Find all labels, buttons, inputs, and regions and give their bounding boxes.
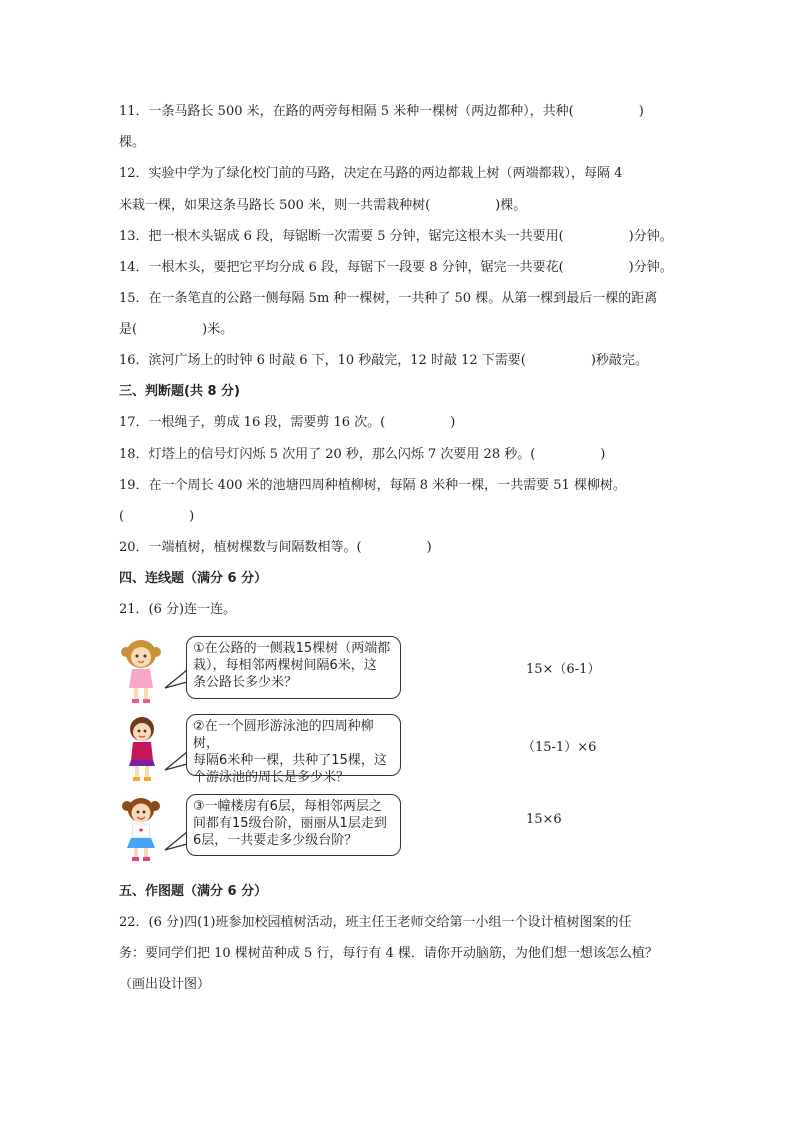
q12-line1: 12．实验中学为了绿化校门前的马路，决定在马路的两边都栽上树（两端都栽），每隔 4 <box>119 166 623 181</box>
bubble-3-line2: 间都有15级台阶，丽丽从1层走到 <box>193 816 387 831</box>
q11-line2: 棵。 <box>119 135 146 150</box>
q19-line2: ( ) <box>119 509 195 524</box>
bubble-3-line3: 6层，一共要走多少级台阶？ <box>193 833 358 848</box>
expression-3: 15×6 <box>526 812 562 827</box>
section3-heading: 三、判断题(共 8 分) <box>119 384 240 399</box>
bubble-2-line2: 每隔6米种一棵，共种了15棵，这 <box>193 753 387 768</box>
q20-line: 20．一端植树，植树棵数与间隔数相等。( ) <box>119 540 432 555</box>
q22-line2: 务：要同学们把 10 棵树苗种成 5 行，每行有 4 棵．请你开动脑筋，为他们想一想该怎么植？ <box>119 946 658 961</box>
section4-heading: 四、连线题（满分 6 分） <box>119 571 268 586</box>
girl-illustration-1 <box>118 636 164 704</box>
girl-illustration-3 <box>118 794 164 864</box>
girl-illustration-2 <box>118 714 164 784</box>
bubble-2-line1: ②在一个圆形游泳池的四周种柳树， <box>193 719 374 751</box>
q11-line1: 11．一条马路长 500 米，在路的两旁每相隔 5 米种一棵树（两边都种），共种( ) <box>119 104 644 119</box>
q22-line1: 22．(6 分)四(1)班参加校园植树活动，班主任王老师交给第一小组一个设计植树图案的任 <box>119 915 632 930</box>
q14-line: 14．一根木头，要把它平均分成 6 段，每锯下一段要 8 分钟，锯完一共要花( )分钟。 <box>119 260 673 275</box>
section5-heading: 五、作图题（满分 6 分） <box>119 884 268 899</box>
q19-line1: 19．在一个周长 400 米的池塘四周种植柳树，每隔 8 米种一棵，一共需要 51 棵柳树。 <box>119 478 626 493</box>
match-row-3 <box>118 794 638 866</box>
bubble-2-line3: 个游泳池的周长是多少米？ <box>193 770 350 785</box>
match-row-2 <box>118 714 638 786</box>
speech-bubble-1 <box>186 636 401 699</box>
match-row-1 <box>118 636 638 706</box>
q13-line: 13．把一根木头锯成 6 段，每锯断一次需要 5 分钟，锯完这根木头一共要用( )分钟。 <box>119 229 673 244</box>
q21-intro: 21．(6 分)连一连。 <box>119 602 237 617</box>
bubble-1-line3: 条公路长多少米？ <box>193 675 298 690</box>
speech-bubble-2 <box>186 714 401 785</box>
q15-line1: 15．在一条笔直的公路一侧每隔 5m 种一棵树，一共种了 50 棵。从第一棵到最后一棵的距离 <box>119 291 658 306</box>
speech-bubble-3 <box>186 794 401 856</box>
bubble-1-line2: 栽），每相邻两棵树间隔6米，这 <box>193 658 377 673</box>
q17-line: 17．一根绳子，剪成 16 段，需要剪 16 次。( ) <box>119 415 456 430</box>
q18-line: 18．灯塔上的信号灯闪烁 5 次用了 20 秒，那么闪烁 7 次要用 28 秒。( ) <box>119 447 606 462</box>
bubble-3-line1: ③一幢楼房有6层，每相邻两层之 <box>193 799 382 814</box>
expression-2: （15-1）×6 <box>522 740 597 755</box>
q15-line2: 是( )米。 <box>119 322 234 337</box>
q16-line: 16．滨河广场上的时钟 6 时敲 6 下，10 秒敲完，12 时敲 12 下需要( )秒敲完。 <box>119 353 648 368</box>
expression-1: 15×（6-1） <box>526 662 601 677</box>
q12-line2: 米栽一棵，如果这条马路长 500 米，则一共需栽种树( )棵。 <box>119 198 527 213</box>
bubble-1-line1: ①在公路的一侧栽15棵树（两端都 <box>193 641 391 656</box>
q22-line3: （画出设计图） <box>119 977 211 992</box>
